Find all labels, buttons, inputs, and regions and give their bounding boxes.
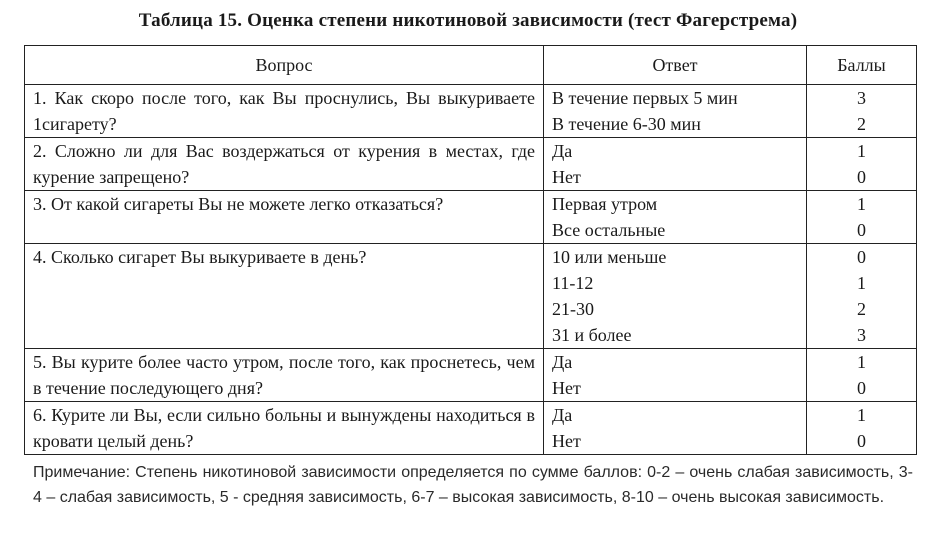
points-value: 1 [857, 352, 866, 372]
question-cell: 2. Сложно ли для Вас воздержаться от курения в местах, где курение запрещено? [25, 138, 544, 191]
points-cell [807, 349, 917, 402]
points-value: 1 [857, 141, 866, 161]
points-value: 0 [857, 247, 866, 267]
points-cell [807, 85, 917, 138]
points-value: 0 [857, 378, 866, 398]
table-row [25, 349, 917, 402]
answer-cell [544, 85, 807, 138]
points-value: 0 [857, 167, 866, 187]
answer-cell [544, 244, 807, 349]
header-points: Баллы [807, 46, 917, 85]
table-row [25, 191, 917, 244]
answer-option: Первая утром [552, 194, 658, 214]
points-cell [807, 191, 917, 244]
answer-option: Нет [552, 167, 581, 187]
answer-cell [544, 402, 807, 455]
question-cell: 6. Курите ли Вы, если сильно больны и вынуждены находиться в кровати целый день? [25, 402, 544, 455]
points-value: 2 [857, 299, 866, 319]
header-answer: Ответ [544, 46, 807, 85]
table-row [25, 138, 917, 191]
points-cell [807, 244, 917, 349]
points-cell [807, 138, 917, 191]
points-value: 0 [857, 431, 866, 451]
answer-option: 11-12 [552, 273, 594, 293]
answer-option: В течение 6-30 мин [552, 114, 701, 134]
points-cell [807, 402, 917, 455]
answer-option: 10 или меньше [552, 247, 667, 267]
answer-option: Да [552, 405, 573, 425]
points-value: 3 [857, 88, 866, 108]
header-question: Вопрос [25, 46, 544, 85]
points-value: 1 [857, 194, 866, 214]
table-title: Таблица 15. Оценка степени никотиновой зависимости (тест Фагерстрема) [138, 10, 798, 31]
table-note: Примечание: Степень никотиновой зависимости определяется по сумме баллов: 0-2 – очень слабая зависимость, 3-4 – слабая зависимость, 5 - средняя зависимость, 6-7 – высокая зависимость, 8-10 – очень высокая зависимость. [33, 464, 913, 506]
answer-option: В течение первых 5 мин [552, 88, 738, 108]
answer-option: Нет [552, 378, 581, 398]
question-cell: 3. От какой сигареты Вы не можете легко отказаться? [25, 191, 544, 244]
answer-option: 31 и более [552, 325, 632, 345]
question-cell: 1. Как скоро после того, как Вы проснулись, Вы выкуриваете 1сигарету? [25, 85, 544, 138]
answer-option: Да [552, 352, 573, 372]
header-row [25, 46, 917, 85]
table-row [25, 402, 917, 455]
answer-option: Все остальные [552, 220, 666, 240]
answer-option: Нет [552, 431, 581, 451]
question-cell: 4. Сколько сигарет Вы выкуриваете в день? [25, 244, 544, 349]
question-cell: 5. Вы курите более часто утром, после того, как проснетесь, чем в течение последующего дня? [25, 349, 544, 402]
points-value: 2 [857, 114, 866, 134]
table-row [25, 85, 917, 138]
table-row [25, 244, 917, 349]
points-value: 3 [857, 325, 866, 345]
points-value: 1 [857, 405, 866, 425]
answer-cell [544, 349, 807, 402]
points-value: 0 [857, 220, 866, 240]
answer-option: 21-30 [552, 299, 594, 319]
answer-option: Да [552, 141, 573, 161]
answer-cell [544, 138, 807, 191]
fagerstrom-table [24, 45, 917, 455]
answer-cell [544, 191, 807, 244]
points-value: 1 [857, 273, 866, 293]
